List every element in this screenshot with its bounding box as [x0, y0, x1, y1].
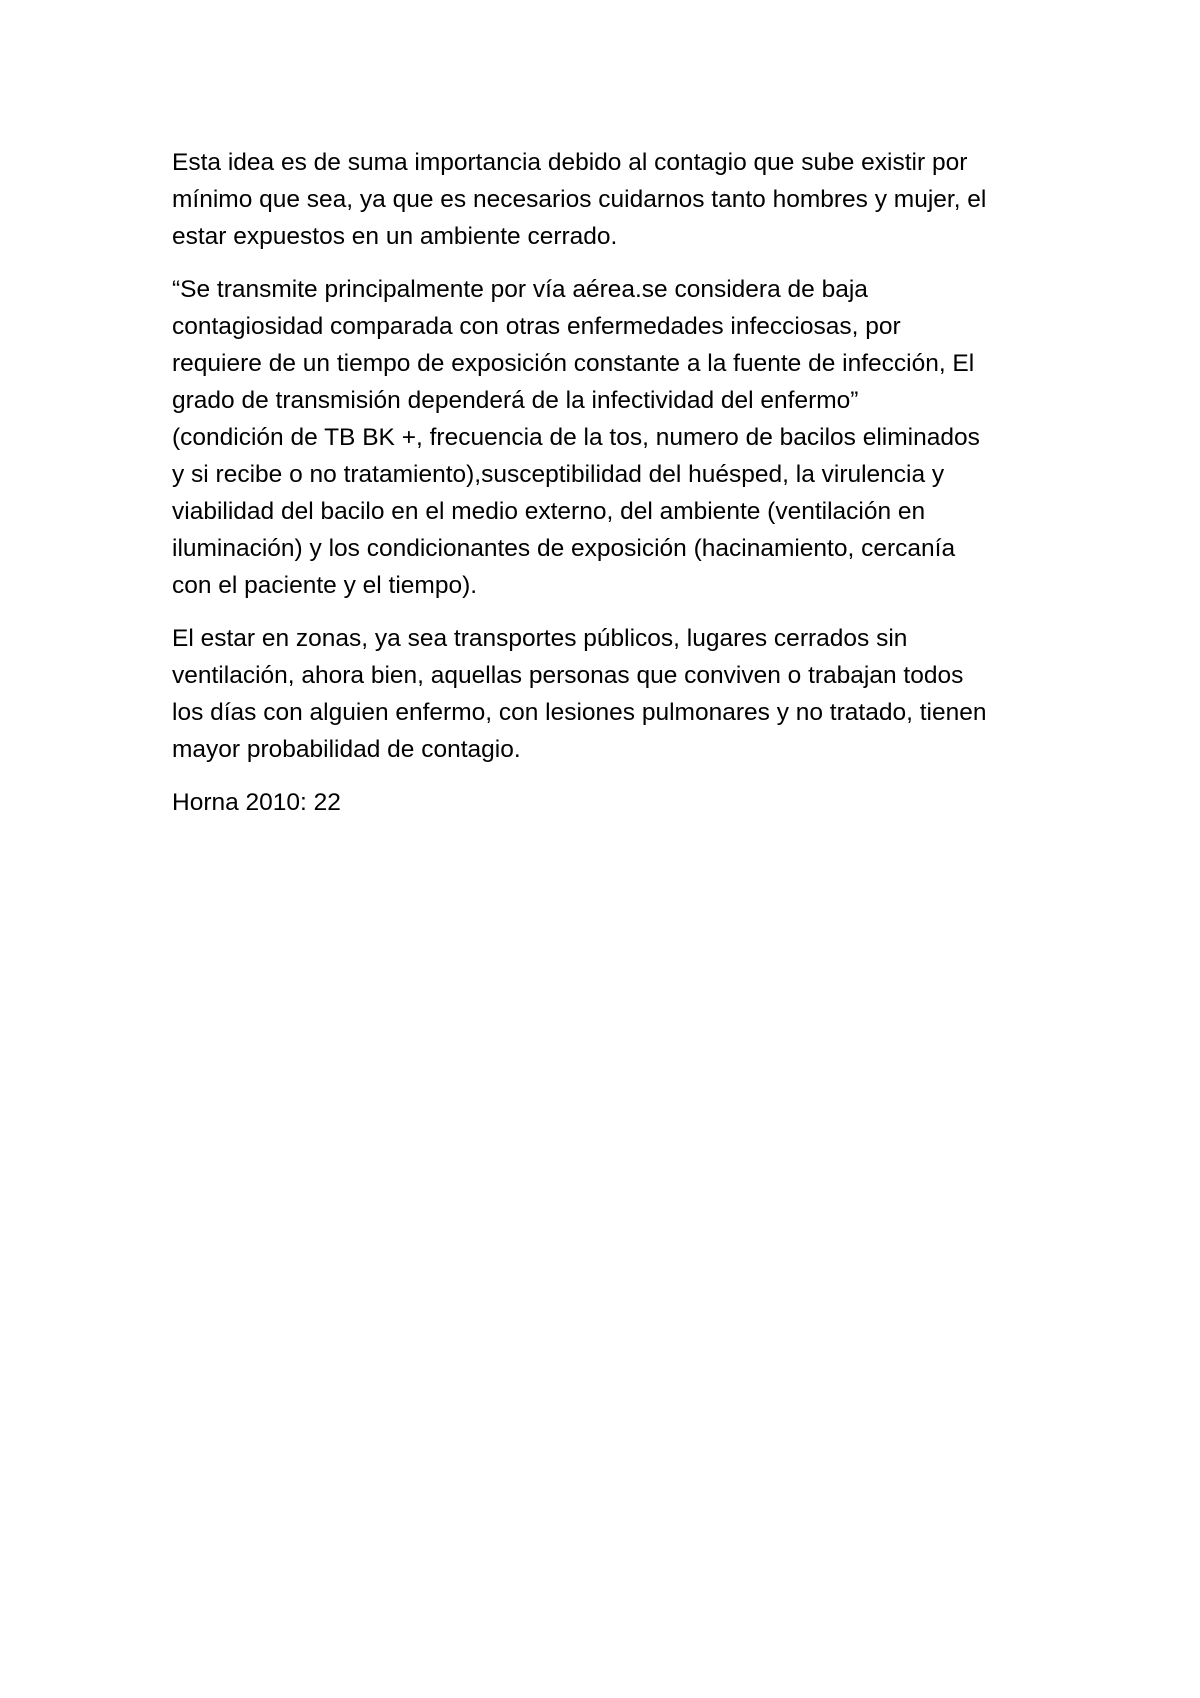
text-line: “Se transmite principalmente por vía aérea.se considera de baja [172, 276, 868, 303]
text-line: iluminación) y los condicionantes de exposición (hacinamiento, cercanía [172, 535, 956, 562]
text-line: requiere de un tiempo de exposición constante a la fuente de infección, El [172, 350, 975, 377]
text-line: viabilidad del bacilo en el medio externo, del ambiente (ventilación en [172, 498, 926, 525]
paragraph-quote [172, 271, 1052, 604]
text-line: El estar en zonas, ya sea transportes públicos, lugares cerrados sin [172, 625, 908, 652]
text-line: con el paciente y el tiempo). [172, 572, 478, 599]
text-line: (condición de TB BK +, frecuencia de la tos, numero de bacilos eliminados [172, 424, 980, 451]
text-line: y si recibe o no tratamiento),susceptibilidad del huésped, la virulencia y [172, 461, 945, 488]
citation-text: Horna 2010: 22 [172, 789, 341, 816]
text-line: Esta idea es de suma importancia debido al contagio que sube existir por [172, 149, 968, 176]
text-line: estar expuestos en un ambiente cerrado. [172, 223, 618, 250]
text-line: grado de transmisión dependerá de la infectividad del enfermo” [172, 387, 859, 414]
text-line: ventilación, ahora bien, aquellas personas que conviven o trabajan todos [172, 662, 964, 689]
text-line: los días con alguien enfermo, con lesiones pulmonares y no tratado, tienen [172, 699, 987, 726]
paragraph-intro [172, 144, 1052, 255]
text-line: contagiosidad comparada con otras enfermedades infecciosas, por [172, 313, 901, 340]
paragraph-exposure [172, 620, 1052, 768]
citation [172, 784, 1052, 821]
document-body [172, 144, 1052, 837]
text-line: mínimo que sea, ya que es necesarios cuidarnos tanto hombres y mujer, el [172, 186, 987, 213]
text-line: mayor probabilidad de contagio. [172, 736, 521, 763]
